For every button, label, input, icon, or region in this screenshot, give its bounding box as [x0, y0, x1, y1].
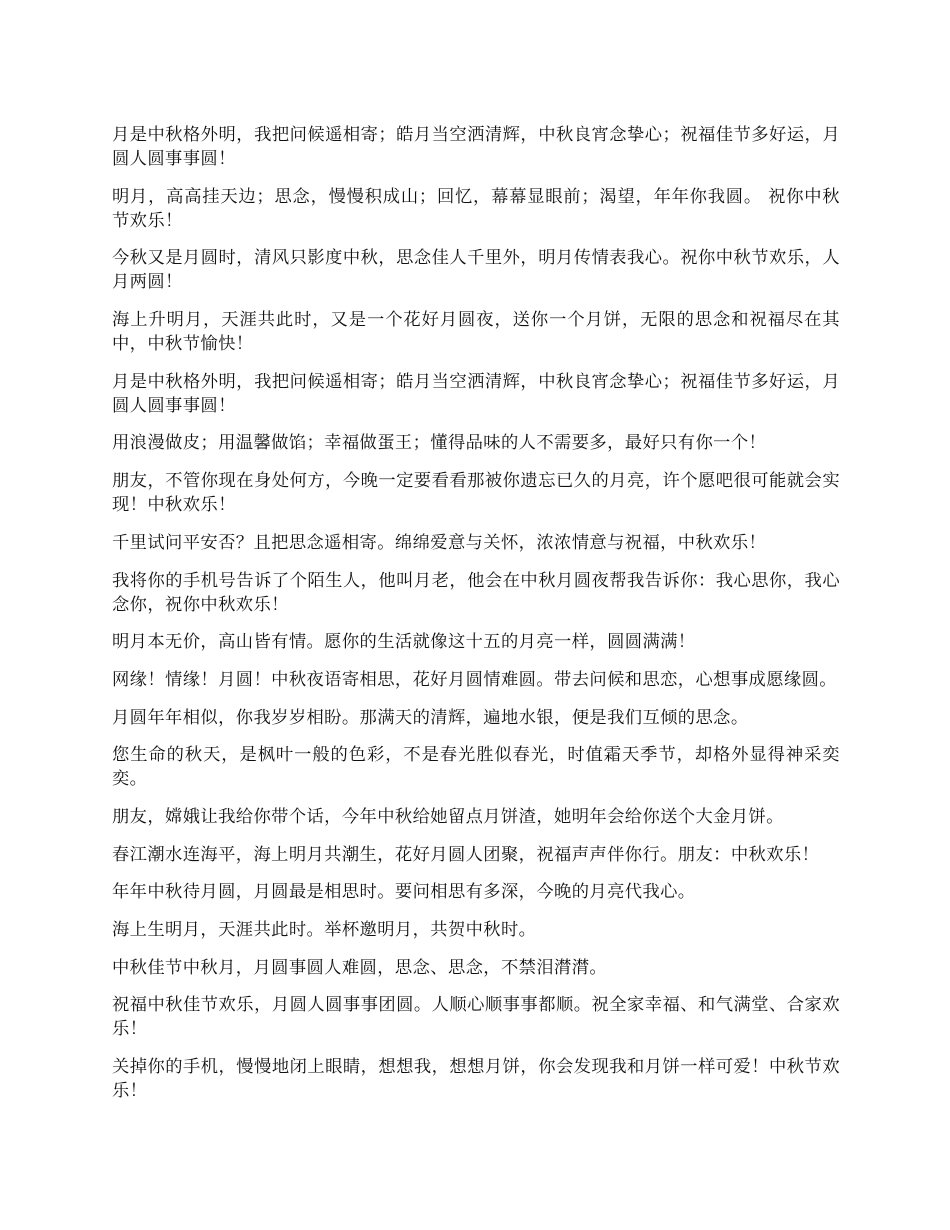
paragraph: 明月本无价，高山皆有情。愿你的生活就像这十五的月亮一样，圆圆满满！: [112, 632, 696, 653]
paragraph: 您生命的秋天，是枫叶一般的色彩，不是春光胜似春光，时值霜天季节，却格外显得神采奕奕。: [112, 745, 840, 790]
paragraph: 月是中秋格外明，我把问候遥相寄；皓月当空洒清辉，中秋良宵念挚心；祝福佳节多好运，月圆人圆事事圆！: [112, 371, 840, 416]
paragraph: 我将你的手机号告诉了个陌生人，他叫月老，他会在中秋月圆夜帮我告诉你：我心思你，我心念你，祝你中秋欢乐！: [112, 570, 840, 615]
paragraph: 春江潮水连海平，海上明月共潮生，花好月圆人团聚，祝福声声伴你行。朋友：中秋欢乐！: [112, 844, 820, 865]
paragraph: 用浪漫做皮；用温馨做馅；幸福做蛋王；懂得品味的人不需要多，最好只有你一个！: [112, 433, 767, 454]
paragraph: 朋友，嫦娥让我给你带个话，今年中秋给她留点月饼渣，她明年会给你送个大金月饼。: [112, 806, 784, 827]
paragraph: 千里试问平安否？且把思念遥相寄。绵绵爱意与关怀，浓浓情意与祝福，中秋欢乐！: [112, 532, 767, 553]
paragraph: 关掉你的手机，慢慢地闭上眼睛，想想我，想想月饼，你会发现我和月饼一样可爱！中秋节欢乐！: [112, 1057, 840, 1102]
paragraph: 年年中秋待月圆，月圆最是相思时。要问相思有多深，今晚的月亮代我心。: [112, 882, 696, 903]
paragraph: 网缘！情缘！月圆！中秋夜语寄相思，花好月圆情难圆。带去问候和思恋，心想事成愿缘圆。: [112, 669, 837, 690]
paragraph: 月圆年年相似，你我岁岁相盼。那满天的清辉，遍地水银，便是我们互倾的思念。: [112, 707, 749, 728]
paragraph: 中秋佳节中秋月，月圆事圆人难圆，思念、思念，不禁泪潸潸。: [112, 957, 608, 978]
paragraph: 今秋又是月圆时，清风只影度中秋，思念佳人千里外，明月传情表我心。祝你中秋节欢乐，人月两圆！: [112, 248, 840, 293]
paragraph: 明月，高高挂天边；思念，慢慢积成山；回忆，幕幕显眼前；渴望，年年你我圆。 祝你中秋节欢乐！: [112, 186, 840, 231]
paragraph: 月是中秋格外明，我把问候遥相寄；皓月当空洒清辉，中秋良宵念挚心；祝福佳节多好运，月圆人圆事事圆！: [112, 125, 840, 169]
paragraph: 海上升明月，天涯共此时，又是一个花好月圆夜，送你一个月饼，无限的思念和祝福尽在其中，中秋节愉快！: [112, 310, 840, 355]
paragraph: 海上生明月，天涯共此时。举杯邀明月，共贺中秋时。: [112, 920, 537, 940]
document-body: [112, 123, 840, 1117]
paragraph: 朋友，不管你现在身处何方，今晚一定要看看那被你遗忘已久的月亮，许个愿吧很可能就会实现！中秋欢乐！: [112, 471, 840, 516]
paragraph: 祝福中秋佳节欢乐，月圆人圆事事团圆。人顺心顺事事都顺。祝全家幸福、和气满堂、合家欢乐！: [112, 995, 840, 1040]
